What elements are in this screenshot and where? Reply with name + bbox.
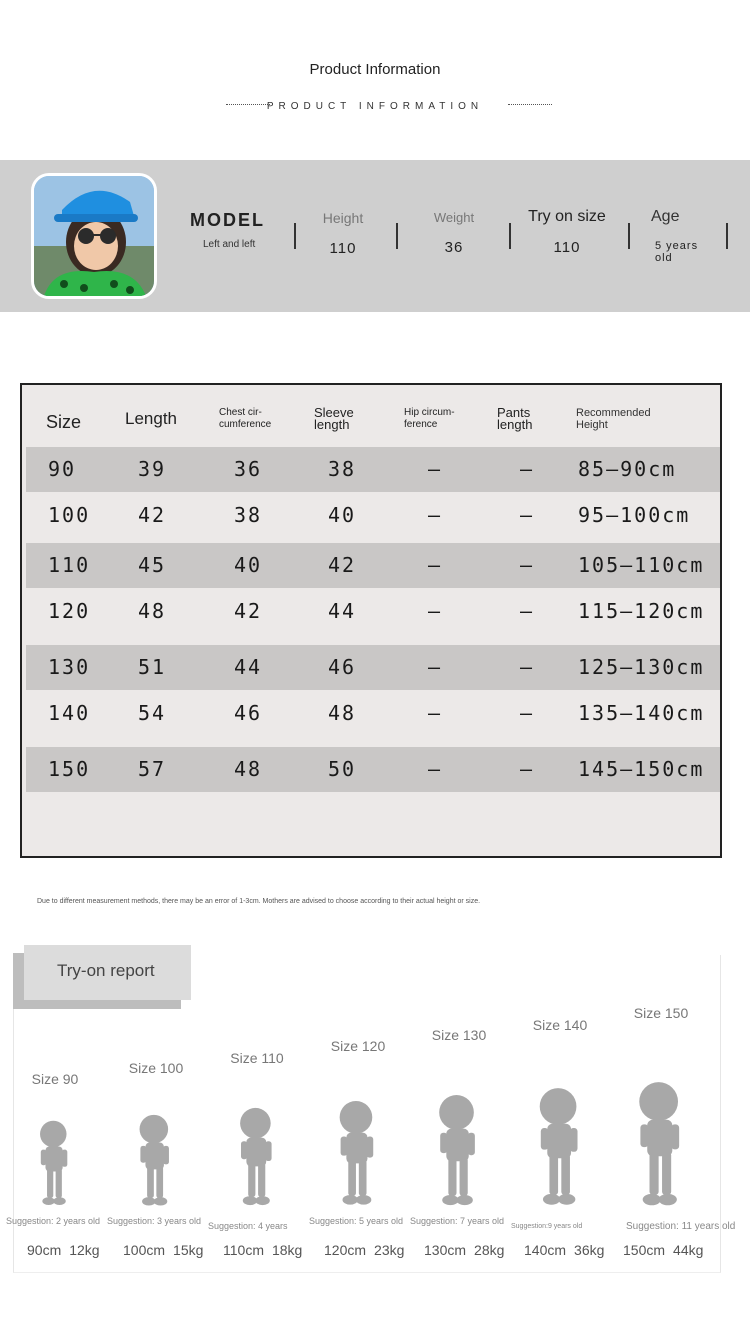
figure-weight: 15kg: [173, 1242, 204, 1258]
table-row: [26, 645, 720, 690]
table-header: [22, 385, 720, 447]
divider: [509, 223, 511, 249]
figure-height: 150cm: [623, 1242, 666, 1258]
table-cell: 110: [48, 553, 91, 577]
figure-suggestion: Suggestion: 7 years old: [410, 1216, 505, 1226]
stat-label: Try on size: [528, 208, 606, 225]
figure-measurements: [424, 1242, 504, 1258]
header-sleeve: Sleeve length: [314, 405, 354, 432]
table-cell: 48: [138, 599, 167, 623]
table-cell: –: [520, 599, 535, 623]
figure-size-label: Size 130: [431, 1027, 487, 1043]
table-cell: –: [428, 457, 443, 481]
divider: [726, 223, 728, 249]
stat-age: [646, 208, 718, 264]
model-photo: [31, 173, 157, 299]
figure-measurements: [324, 1242, 404, 1258]
table-cell: 44: [234, 655, 263, 679]
stat-height: [313, 210, 373, 257]
table-cell: –: [520, 655, 535, 679]
table-cell: 42: [328, 553, 357, 577]
figure-height: 90cm: [27, 1242, 62, 1258]
model-label: MODEL: [190, 210, 265, 230]
table-cell: 115–120cm: [578, 599, 705, 623]
table-cell: –: [520, 553, 535, 577]
stat-try-on-size: [522, 208, 612, 256]
figure-weight: 28kg: [474, 1242, 505, 1258]
child-silhouette-icon: [331, 1100, 385, 1206]
header-chest: Chest cir-cumference: [219, 407, 272, 430]
figure-height: 130cm: [424, 1242, 467, 1258]
figure-size-label: Size 110: [230, 1050, 284, 1066]
table-cell: –: [428, 599, 443, 623]
figure-suggestion: Suggestion: 4 years: [208, 1221, 288, 1231]
model-info-band: [0, 160, 750, 312]
table-cell: 150: [48, 757, 91, 781]
report-title: Try-on report: [57, 961, 155, 980]
table-cell: 125–130cm: [578, 655, 705, 679]
table-cell: –: [428, 701, 443, 725]
figure-height: 120cm: [324, 1242, 367, 1258]
figure-weight: 44kg: [673, 1242, 704, 1258]
figure-height: 100cm: [123, 1242, 166, 1258]
stat-label: Weight: [433, 210, 475, 225]
page-title: Product Information: [309, 61, 441, 78]
table-row: [26, 543, 720, 588]
child-silhouette-icon: [629, 1081, 693, 1206]
table-cell: 135–140cm: [578, 701, 705, 725]
figure-weight: 36kg: [574, 1242, 605, 1258]
figure-suggestion: Suggestion:9 years old: [511, 1223, 583, 1230]
table-cell: 38: [328, 457, 357, 481]
table-cell: 48: [328, 701, 357, 725]
figure-size-label: Size 140: [532, 1017, 588, 1033]
table-cell: 50: [328, 757, 357, 781]
stat-value: 110: [329, 240, 357, 257]
table-cell: 44: [328, 599, 357, 623]
header-recommended-height: Recommended Height: [576, 407, 651, 431]
stat-label: Height: [322, 210, 364, 226]
table-cell: 39: [138, 457, 167, 481]
child-silhouette-icon: [232, 1107, 282, 1206]
figure-measurements: [27, 1242, 100, 1258]
header-pants: Pants length: [497, 405, 533, 432]
stat-value: 110: [553, 239, 581, 256]
table-cell: 46: [234, 701, 263, 725]
table-cell: 51: [138, 655, 167, 679]
figure-size-label: Size 90: [31, 1071, 79, 1087]
table-cell: –: [520, 701, 535, 725]
figure-height: 110cm: [223, 1242, 264, 1258]
figure-measurements: [524, 1242, 604, 1258]
divider: [628, 223, 630, 249]
table-cell: –: [428, 757, 443, 781]
page-subtitle: PRODUCT INFORMATION: [266, 101, 484, 112]
table-cell: 90: [48, 457, 77, 481]
table-cell: 40: [234, 553, 263, 577]
child-silhouette-icon: [132, 1114, 179, 1206]
table-row: [26, 747, 720, 792]
table-cell: –: [520, 457, 535, 481]
table-cell: 100: [48, 503, 91, 527]
stat-weight: [424, 210, 484, 256]
header-size: Size: [46, 412, 82, 432]
table-cell: –: [428, 503, 443, 527]
table-cell: –: [520, 757, 535, 781]
size-table: [20, 383, 722, 858]
model-position: Left and left: [203, 239, 256, 250]
table-cell: 57: [138, 757, 167, 781]
stat-value: 36: [444, 239, 464, 256]
table-cell: 45: [138, 553, 167, 577]
table-row: [26, 493, 720, 538]
figure-weight: 12kg: [69, 1242, 100, 1258]
table-cell: 46: [328, 655, 357, 679]
figure-measurements: [223, 1242, 302, 1258]
table-row: [26, 691, 720, 736]
measurement-note: Due to different measurement methods, there may be an error of 1-3cm. Mothers are advised to choose according to their actual height or size.: [37, 898, 481, 905]
table-cell: –: [520, 503, 535, 527]
header-length: Length: [125, 409, 177, 428]
table-cell: 54: [138, 701, 167, 725]
figure-suggestion: Suggestion: 11 years old: [626, 1221, 736, 1232]
header-hip: Hip circum-ference: [404, 407, 455, 430]
child-silhouette-icon: [530, 1087, 590, 1206]
table-cell: 48: [234, 757, 263, 781]
figure-size-label: Size 100: [128, 1060, 184, 1076]
divider: [396, 223, 398, 249]
table-cell: –: [428, 553, 443, 577]
figure-suggestion: Suggestion: 3 years old: [107, 1216, 202, 1226]
divider: [294, 223, 296, 249]
table-cell: 36: [234, 457, 263, 481]
table-cell: 42: [138, 503, 167, 527]
table-cell: 38: [234, 503, 263, 527]
table-cell: 130: [48, 655, 91, 679]
table-cell: 120: [48, 599, 91, 623]
figure-measurements: [623, 1242, 703, 1258]
figure-size-label: Size 150: [633, 1005, 689, 1021]
table-cell: 105–110cm: [578, 553, 705, 577]
figure-suggestion: Suggestion: 2 years old: [6, 1216, 101, 1226]
child-silhouette-icon: [430, 1094, 487, 1206]
stat-label: Age: [651, 208, 680, 225]
table-cell: 85–90cm: [578, 457, 677, 481]
table-row: [26, 447, 720, 492]
table-row: [26, 589, 720, 634]
figure-size-label: Size 120: [330, 1038, 386, 1054]
table-cell: 145–150cm: [578, 757, 705, 781]
table-cell: 95–100cm: [578, 503, 691, 527]
divider: [508, 104, 552, 105]
table-cell: 140: [48, 701, 91, 725]
figure-height: 140cm: [524, 1242, 567, 1258]
table-cell: –: [428, 655, 443, 679]
child-silhouette-icon: [33, 1120, 77, 1206]
stat-value: 5 years old: [655, 240, 699, 264]
figure-suggestion: Suggestion: 5 years old: [309, 1216, 404, 1226]
figure-weight: 18kg: [271, 1242, 303, 1258]
figure-measurements: [123, 1242, 203, 1258]
figure-weight: 23kg: [374, 1242, 405, 1258]
table-cell: 40: [328, 503, 357, 527]
table-cell: 42: [234, 599, 263, 623]
